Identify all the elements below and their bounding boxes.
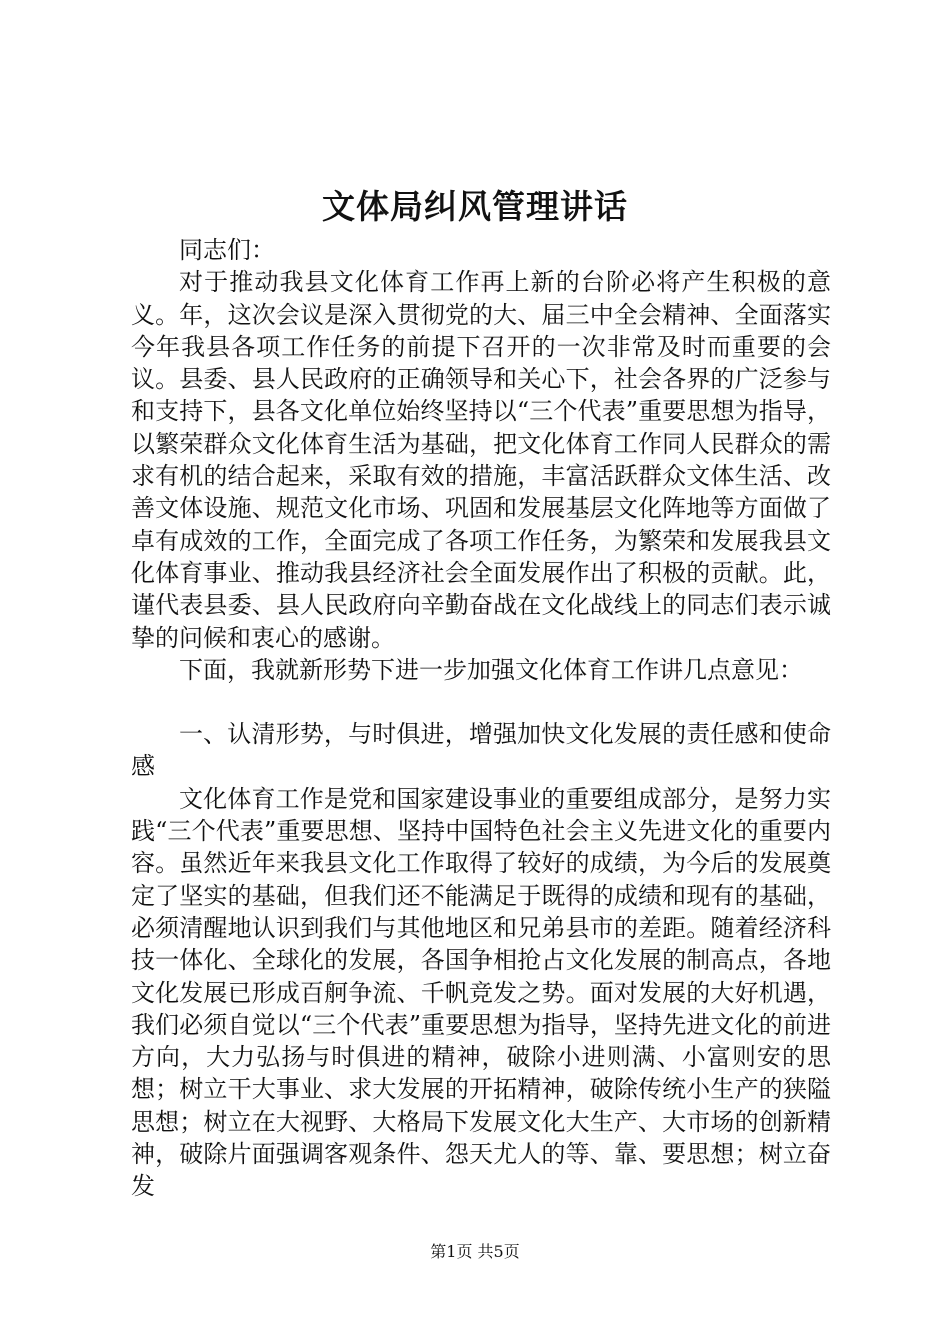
paragraph-spacer bbox=[131, 686, 831, 718]
document-body bbox=[131, 234, 831, 1203]
section-heading: 一、认清形势，与时俱进，增强加快文化发展的责任感和使命感 bbox=[131, 720, 831, 781]
body-paragraph: 文化体育工作是党和国家建设事业的重要组成部分，是努力实践“三个代表”重要思想、坚持中国特色社会主义先进文化的重要内容。虽然近年来我县文化工作取得了较好的成绩，为今后的发展奠定了坚实的基础，但我们还不能满足于既得的成绩和现有的基础，必须清醒地认识到我们与其他地区和兄弟县市的差距。随着经济科技一体化、全球化的发展，各国争相抢占文化发展的制高点，各地文化发展已形成百舸争流、千帆竞发之势。面对发展的大好机遇，我们必须自觉以“三个代表”重要思想为指导，坚持先进文化的前进方向，大力弘扬与时俱进的精神，破除小进则满、小富则安的思想；树立干大事业、求大发展的开拓精神，破除传统小生产的狭隘思想；树立在大视野、大格局下发展文化大生产、大市场的创新精神，破除片面强调客观条件、怨天尤人的等、靠、要思想；树立奋发 bbox=[131, 784, 831, 1201]
page-footer: 第1页 共5页 bbox=[430, 1242, 520, 1261]
body-paragraph: 下面，我就新形势下进一步加强文化体育工作讲几点意见： bbox=[179, 655, 803, 684]
document-title: 文体局纠风管理讲话 bbox=[322, 187, 628, 226]
body-paragraph: 对于推动我县文化体育工作再上新的台阶必将产生积极的意义。年，这次会议是深入贯彻党的大、届三中全会精神、全面落实今年我县各项工作任务的前提下召开的一次非常及时而重要的会议。县委、县人民政府的正确领导和关心下，社会各界的广泛参与和支持下，县各文化单位始终坚持以“三个代表”重要思想为指导，以繁荣群众文化体育生活为基础，把文化体育工作同人民群众的需求有机的结合起来，采取有效的措施，丰富活跃群众文体生活、改善文体设施、规范文化市场、巩固和发展基层文化阵地等方面做了卓有成效的工作，全面完成了各项工作任务，为繁荣和发展我县文化体育事业、推动我县经济社会全面发展作出了积极的贡献。此，谨代表县委、县人民政府向辛勤奋战在文化战线上的同志们表示诚挚的问候和衷心的感谢。 bbox=[131, 268, 831, 652]
salutation-paragraph: 同志们： bbox=[179, 236, 275, 264]
